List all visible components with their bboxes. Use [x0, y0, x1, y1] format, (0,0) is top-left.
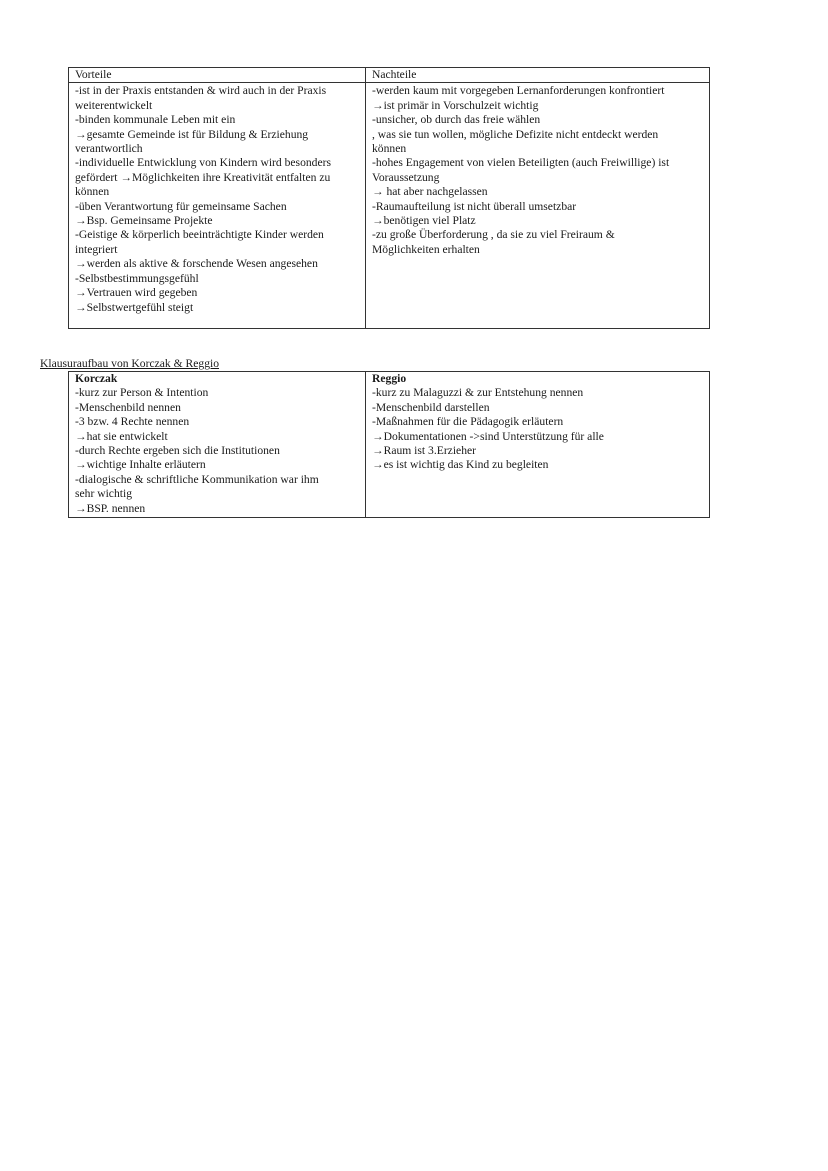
pros-cons-table	[68, 67, 710, 329]
reggio-heading: Reggio	[372, 372, 407, 385]
text-line: -werden kaum mit vorgegeben Lernanforderungen konfrontiert	[372, 84, 665, 98]
text-line: -kurz zu Malaguzzi & zur Entstehung nennen	[372, 386, 584, 400]
text-line: -durch Rechte ergeben sich die Institutionen	[75, 444, 280, 458]
text-line: -Selbstbestimmungsgefühl	[75, 271, 199, 285]
text-line: -Geistige & körperlich beeinträchtigte Kinder werden	[75, 228, 324, 242]
text-line: -Maßnahmen für die Pädagogik erläutern	[372, 415, 564, 429]
text-line: →Selbstwertgefühl steigt	[75, 300, 194, 314]
section-title: Klausuraufbau von Korczak & Reggio	[40, 357, 220, 370]
text-line: →Bsp. Gemeinsame Projekte	[75, 214, 213, 228]
korczak-heading: Korczak	[75, 372, 118, 385]
text-line: -3 bzw. 4 Rechte nennen	[75, 415, 190, 429]
nachteile-cell	[366, 83, 709, 328]
text-line: weiterentwickelt	[75, 98, 153, 112]
table-row	[69, 83, 709, 328]
text-line: →Vertrauen wird gegeben	[75, 286, 198, 300]
text-line: verantwortlich	[75, 142, 143, 156]
reggio-lines	[372, 386, 703, 472]
text-line: -Menschenbild darstellen	[372, 400, 490, 414]
text-line: können	[372, 142, 407, 156]
text-line: →Dokumentationen ->sind Unterstützung für alle	[372, 429, 604, 443]
text-line: →wichtige Inhalte erläutern	[75, 458, 206, 472]
text-line: -unsicher, ob durch das freie wählen	[372, 113, 541, 127]
table-header-row	[69, 68, 709, 83]
text-line: -individuelle Entwicklung von Kindern wird besonders	[75, 156, 331, 170]
text-line: -zu große Überforderung , da sie zu viel Freiraum &	[372, 228, 615, 242]
text-line: →ist primär in Vorschulzeit wichtig	[372, 98, 539, 112]
header-vorteile: Vorteile	[69, 68, 366, 82]
text-line: →BSP. nennen	[75, 501, 146, 515]
korczak-cell	[69, 372, 366, 517]
text-line: →es ist wichtig das Kind zu begleiten	[372, 458, 549, 472]
text-line: -Raumaufteilung ist nicht überall umsetzbar	[372, 199, 577, 213]
text-line: →gesamte Gemeinde ist für Bildung & Erziehung	[75, 127, 309, 141]
text-line: -Menschenbild nennen	[75, 400, 181, 414]
text-line: -binden kommunale Leben mit ein	[75, 113, 236, 127]
text-line: -dialogische & schriftliche Kommunikation war ihm	[75, 472, 319, 486]
table-row	[69, 372, 709, 517]
text-line: -hohes Engagement von vielen Beteiligten (auch Freiwillige) ist	[372, 156, 670, 170]
reggio-cell	[366, 372, 709, 517]
text-line: -üben Verantwortung für gemeinsame Sachen	[75, 199, 287, 213]
text-line: -kurz zur Person & Intention	[75, 386, 209, 400]
header-nachteile: Nachteile	[372, 68, 417, 81]
text-line: -ist in der Praxis entstanden & wird auch in der Praxis	[75, 84, 327, 98]
text-line: →benötigen viel Platz	[372, 214, 476, 228]
korczak-lines	[75, 386, 359, 516]
text-line: →Raum ist 3.Erzieher	[372, 444, 476, 458]
text-line: gefördert →Möglichkeiten ihre Kreativität entfalten zu	[75, 170, 331, 184]
text-line: Voraussetzung	[372, 170, 440, 184]
text-line: , was sie tun wollen, mögliche Defizite nicht entdeckt werden	[372, 127, 659, 141]
text-line: →hat sie entwickelt	[75, 429, 168, 443]
text-line: →werden als aktive & forschende Wesen angesehen	[75, 257, 318, 271]
text-line: → hat aber nachgelassen	[372, 185, 488, 199]
vorteile-cell	[69, 83, 366, 328]
text-line: integriert	[75, 242, 118, 256]
text-line: Möglichkeiten erhalten	[372, 242, 480, 256]
exam-structure-table	[68, 371, 710, 518]
text-line: sehr wichtig	[75, 487, 132, 501]
text-line: können	[75, 185, 110, 199]
